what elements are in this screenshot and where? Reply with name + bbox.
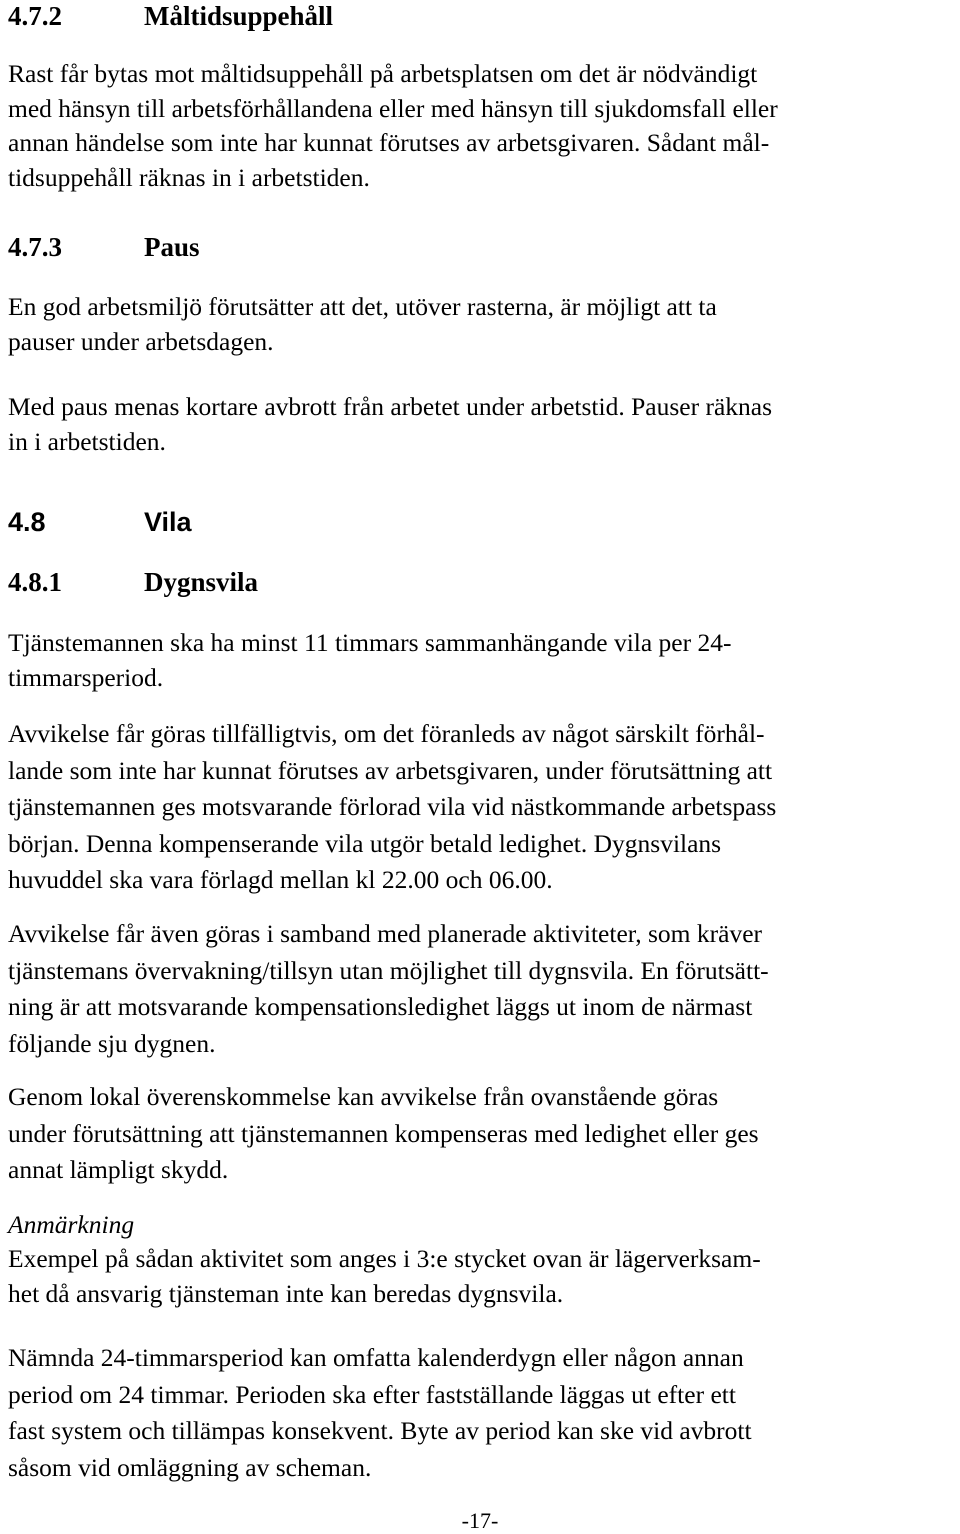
section-number: 4.7.3 xyxy=(8,232,62,262)
text-line: period om 24 timmar. Perioden ska efter fastställande läggas ut efter ett xyxy=(8,1379,736,1409)
section-heading-4-8-1 xyxy=(8,567,258,597)
paragraph-dygnsvila-1 xyxy=(8,626,732,695)
text-line: lande som inte har kunnat förutses av arbetsgivaren, under förutsättning att xyxy=(8,755,773,785)
paragraph-dygnsvila-3 xyxy=(8,916,769,1062)
text-line: början. Denna kompenserande vila utgör betald ledighet. Dygnsvilans xyxy=(8,828,722,858)
section-title: Dygnsvila xyxy=(144,567,259,597)
text-line: med hänsyn till arbetsförhållandena eller med hänsyn till sjukdomsfall eller xyxy=(8,93,778,123)
section-number: 4.8.1 xyxy=(8,567,62,597)
text-line: timmarsperiod. xyxy=(8,662,164,692)
text-line: En god arbetsmiljö förutsätter att det, utöver rasterna, är möjligt att ta xyxy=(8,292,717,321)
section-title: Måltidsuppehåll xyxy=(144,1,334,31)
paragraph-paus-1 xyxy=(8,290,717,359)
text-line: huvuddel ska vara förlagd mellan kl 22.00 och 06.00. xyxy=(8,865,553,894)
paragraph-dygnsvila-2 xyxy=(8,716,776,899)
text-line: in i arbetstiden. xyxy=(8,426,166,456)
section-heading-4-7-2 xyxy=(8,1,333,31)
text-line: följande sju dygnen. xyxy=(8,1028,216,1058)
text-line: Med paus menas kortare avbrott från arbetet under arbetstid. Pauser räknas xyxy=(8,392,773,421)
text-line: annan händelse som inte har kunnat förutses av arbetsgivaren. Sådant mål- xyxy=(8,128,770,157)
page-number: -17- xyxy=(461,1508,499,1533)
text-line: Avvikelse får även göras i samband med planerade aktiviteter, som kräver xyxy=(8,919,763,948)
text-line: Exempel på sådan aktivitet som anges i 3:e stycket ovan är lägerverksam- xyxy=(8,1244,761,1273)
text-line: tidsuppehåll räknas in i arbetstiden. xyxy=(8,162,370,192)
paragraph-paus-2 xyxy=(8,390,772,459)
paragraph-note xyxy=(8,1242,761,1311)
text-line: Nämnda 24-timmarsperiod kan omfatta kalenderdygn eller någon annan xyxy=(8,1343,744,1372)
text-line: såsom vid omläggning av scheman. xyxy=(8,1452,372,1482)
text-line: Tjänstemannen ska ha minst 11 timmars sammanhängande vila per 24- xyxy=(8,628,732,657)
text-line: Genom lokal överenskommelse kan avvikelse från ovanstående göras xyxy=(8,1082,719,1111)
text-line: het då ansvarig tjänsteman inte kan beredas dygnsvila. xyxy=(8,1278,564,1308)
paragraph-maltidsuppehall xyxy=(8,57,778,195)
text-line: ning är att motsvarande kompensationsledighet läggs ut inom de närmast xyxy=(8,992,753,1021)
paragraph-dygnsvila-4 xyxy=(8,1079,759,1189)
section-heading-4-8 xyxy=(8,507,192,537)
note-label: Anmärkning xyxy=(8,1210,135,1239)
section-title: Paus xyxy=(144,232,200,262)
text-line: annat lämpligt skydd. xyxy=(8,1155,229,1184)
section-number: 4.8 xyxy=(8,507,46,537)
paragraph-dygnsvila-5 xyxy=(8,1340,752,1486)
section-number: 4.7.2 xyxy=(8,1,62,31)
text-line: fast system och tillämpas konsekvent. Byte av period kan ske vid avbrott xyxy=(8,1416,752,1445)
text-line: Rast får bytas mot måltidsuppehåll på arbetsplatsen om det är nödvändigt xyxy=(8,59,758,88)
text-line: under förutsättning att tjänstemannen kompenseras med ledighet eller ges xyxy=(8,1118,759,1148)
text-line: Avvikelse får göras tillfälligtvis, om det föranleds av något särskilt förhål- xyxy=(8,719,765,748)
text-line: tjänstemannen ges motsvarande förlorad vila vid nästkommande arbetspass xyxy=(8,792,777,821)
section-heading-4-7-3 xyxy=(8,232,200,262)
text-line: pauser under arbetsdagen. xyxy=(8,326,274,356)
text-line: tjänstemans övervakning/tillsyn utan möjlighet till dygnsvila. En förutsätt- xyxy=(8,955,769,985)
section-title: Vila xyxy=(144,507,192,537)
